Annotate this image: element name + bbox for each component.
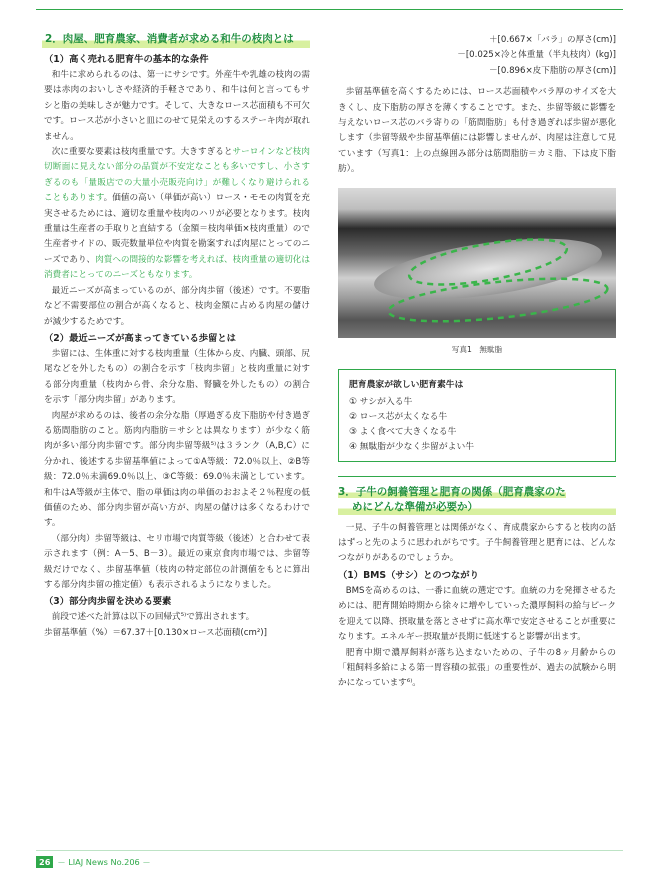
box-item: ① サシが入る牛 (349, 396, 413, 407)
subsection-1-heading: （1）高く売れる肥育牛の基本的な条件 (44, 54, 209, 65)
box-item: ④ 無駄脂が少なく歩留がよい牛 (349, 441, 475, 452)
paragraph: 肉屋が求めるのは、後者の余分な脂（厚過ぎる皮下脂肪や付き過ぎる筋間脂肪のこと。筋肉内脂肪＝サシとは異なります）が少なく筋肉が多い部分肉歩留です。部分肉歩留等級⁵⁾は３ランク（A,B,C）に分かれ、後述する歩留基準値によって①A等級：72.0％以上、②B等級：72.0％未満69.0％以上、③C等級：69.0％未満としています。和牛はA等級が主体で、脂の単価は肉の単価のおおよそ２％程度の低価値のため、部分肉歩留が高い方が、肉屋の儲けは多くなるわけです。 (44, 410, 310, 529)
summary-box (338, 369, 616, 462)
top-rule (36, 9, 623, 10)
footer (36, 856, 151, 868)
left-column (44, 31, 310, 641)
subsection-3-heading: （3）部分肉歩留を決める要素 (44, 596, 172, 608)
box-item: ② ロース芯が太くなる牛 (349, 411, 448, 422)
section-3-heading (338, 485, 616, 515)
text: 次に重要な要素は枝肉重量です。大きすぎると (51, 147, 233, 158)
formula-line: －[0.896×皮下脂肪の厚さ(cm)] (488, 65, 616, 76)
section-2-heading: 2．肉屋、肥育農家、消費者が求める和牛の枝肉とは (42, 31, 310, 48)
paragraph: 歩留基準値を高くするためには、ロース芯面積やバラ厚のサイズを大きくし、皮下脂肪の厚さを薄くすることです。また、歩留等級に影響を与えないロース芯のバラ寄りの「筋間脂肪」も付き過ぎれば歩留が悪化します（歩留等級や歩留基準値には影響しませんが、肉屋は注意して見ています（写真1：上の点線囲み部分は筋間脂肪＝カミ脂、下は皮下脂肪）。 (338, 87, 616, 175)
formula-line: ＋[0.667×「バラ」の厚さ(cm)] (488, 35, 616, 45)
paragraph: 最近ニーズが高まっているのが、部分肉歩留（後述）です。不要脂など不需要部位の割合が高くなると、枝肉金額に占める肉屋の儲けが減少するためです。 (44, 285, 310, 327)
heading-line: めにどんな準備が必要か） (338, 500, 616, 515)
formula-line: －[0.025×冷と体重量（半丸枝肉）(kg)] (457, 50, 616, 61)
paragraph: 歩留には、生体重に対する枝肉重量（生体から皮、内臓、頭部、尻尾などを外したもの）の割合を示す「枝肉歩留」と枝肉重量に対する部分肉重量（枝肉から骨、余分な脂、腎臓を外したもの）の割合を示す「部分肉歩留」があります。 (44, 348, 310, 406)
formula-line: 歩留基準値（%）＝67.37＋[0.130×ロース芯面積(cm²)] (44, 627, 267, 638)
box-title: 肥育農家が欲しい肥育素牛は (349, 379, 464, 390)
section-divider (338, 476, 616, 477)
subsection-2-heading: （2）最近ニーズが高まってきている歩留とは (44, 332, 236, 344)
paragraph-weight (44, 145, 310, 284)
footer-rule (36, 850, 623, 851)
journal-name: － LIAJ News No.206 － (57, 856, 151, 867)
highlight-text: 肉質への間接的な影響を考えれば、枝肉重量の適切化は消費者にとってのニーズともなります。 (44, 254, 310, 281)
photo-caption: 写真1 無駄脂 (451, 344, 503, 354)
paragraph: 前段で述べた計算は以下の回帰式⁵⁾で算出されます。 (51, 612, 255, 623)
highlight-text: サーロインなど枝肉切断面に見えない部分の品質が不安定なことも多いですし、小さすぎるのも「量販店での大量小売販売向け」が難しくなり避けられることもあります (44, 147, 310, 204)
paragraph: BMSを高めるのは、一番に血統の選定です。血統の力を発揮させるためには、肥育開始時期から徐々に増やしていった濃厚飼料の給与ピークを迎えて以降、摂取量を落とさせずに高水準で安定させることが重要になります。エネルギー摂取量が長期に低迷すると影響が出ます。 (338, 585, 616, 643)
text: 。価値の高い（単価が高い）ロース・モモの肉質を充実させるためには、適切な重量や枝肉のハリが必要となります。枝肉重量は生産者の手取りと直結する（金額＝枝肉単価×枝肉重量）ので生産者サイドの、販売数量単位や肉質を勘案すれば肉屋にとってのニーズであり、 (44, 193, 311, 265)
paragraph: 一見、子牛の飼養管理とは関係がなく、育成農家からすると枝肉の話はずっと先のように思われがちです。子牛飼養管理と肥育には、どんなつながりがあるのでしょうか。 (338, 522, 616, 564)
photo-waste-fat (338, 188, 616, 338)
paragraph: 肥育中期で濃厚飼料が落ち込まないための、子牛の8ヶ月齢からの「粗飼料多給による第一胃容積の拡張」の重要性が、過去の試験から明かになっています⁶⁾。 (338, 647, 616, 689)
heading-line: 3．子牛の飼養管理と肥育の関係（肥育農家のた (338, 485, 566, 498)
bms-heading: （1）BMS（サシ）とのつながり (338, 569, 479, 581)
paragraph: 和牛に求められるのは、第一にサシです。外産牛や乳雄の枝肉の需要は赤肉のおいしさや経済的手軽さであり、和牛は何と言ってもサシと脂の美味しさが魅力です。そして、大きなロース芯面積も不可欠です。ロース芯が小さいと皿にのせて見栄えのするステーキ肉が取れません。 (44, 70, 310, 142)
box-item: ③ よく食べて大きくなる牛 (349, 426, 457, 437)
dotted-outline (338, 188, 616, 338)
page-number: 26 (36, 856, 53, 868)
paragraph: （部分肉）歩留等級は、セリ市場で肉質等級（後述）と合わせて表示されます（例：A－5、B－3）。最近の東京食肉市場では、歩留等級だけでなく、歩留基準値（枝肉の特定部位の計測値をもとに算出する部分肉歩留の推定値）も表示されるようになりました。 (44, 533, 310, 590)
right-column (338, 33, 616, 692)
